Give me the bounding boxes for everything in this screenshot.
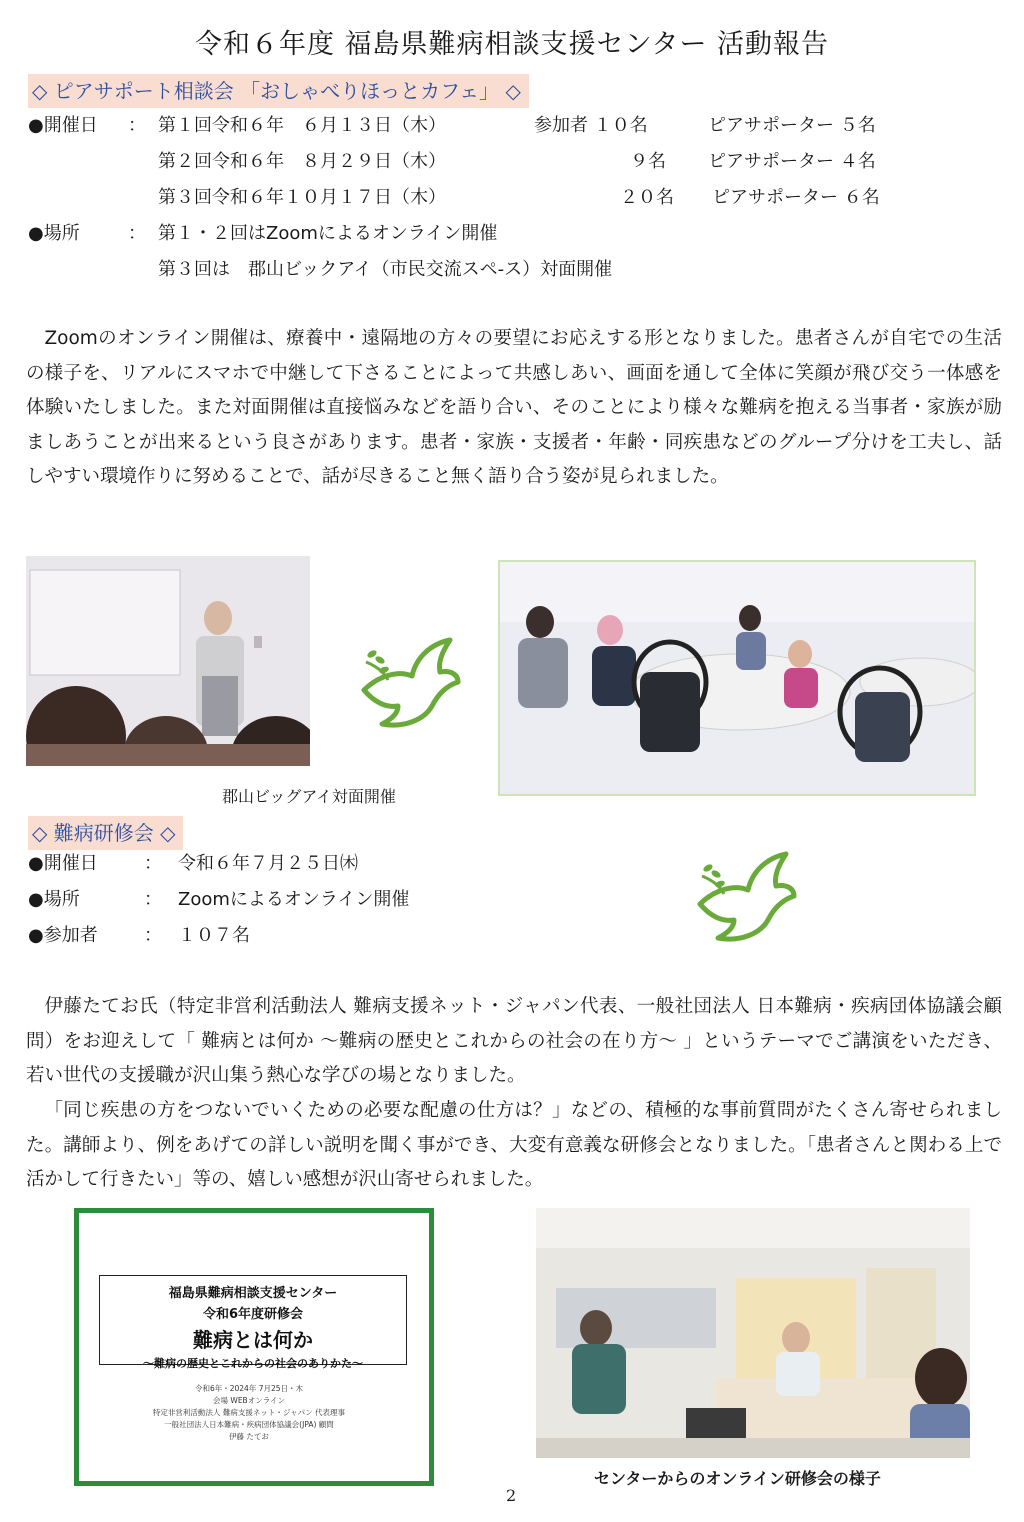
training-place: Zoomによるオンライン開催 <box>178 889 410 910</box>
session-1-date: 第１回令和６年 ６月１３日（木） <box>158 115 446 136</box>
colon: ： <box>128 115 146 136</box>
training-body-2: 「同じ疾患の方をつないでいくための必要な配慮の仕方は？」などの、積極的な事前質問がたくさん寄せられました。講師より、例をあげての詳しい説明を聞く事ができ、大変有意義な研修会となりました。「患者さんと関わる上で活かして行きたい」等の、嬉しい感想が沢山寄せられました。 <box>26 1100 1002 1190</box>
slide-line-2: 令和6年度研修会 <box>202 1307 304 1322</box>
training-date-label: ●開催日 <box>28 853 98 874</box>
dove-icon <box>358 632 462 732</box>
training-participants-label: ●参加者 <box>28 925 98 946</box>
training-place-label: ●場所 <box>28 889 80 910</box>
session-3-participants: ２０名 <box>620 187 674 208</box>
page-number: 2 <box>506 1486 517 1505</box>
slide-line-3: 難病とは何か <box>193 1328 313 1352</box>
colon: ： <box>144 853 162 874</box>
session-1-supporters: ピアサポーター ５名 <box>708 115 876 136</box>
dove-icon <box>694 846 798 946</box>
session-2-supporters: ピアサポーター ４名 <box>708 151 876 172</box>
colon: ： <box>128 223 146 244</box>
slide-small-3: 特定非営利活動法人 難病支援ネット・ジャパン 代表理事 <box>152 1408 346 1417</box>
colon: ： <box>144 925 162 946</box>
peer-photo-caption: 郡山ビッグアイ対面開催 <box>222 787 396 806</box>
place-line-2: 第３回は 郡山ビックアイ（市民交流スペ-ス）対面開催 <box>158 259 613 280</box>
session-1-participants: 参加者 １０名 <box>534 115 648 136</box>
office-photo-caption: センターからのオンライン研修会の様子 <box>594 1469 881 1488</box>
office-photo-drawing <box>536 1208 970 1458</box>
training-body-1: 伊藤たてお氏（特定非営利活動法人 難病支援ネット・ジャパン代表、一般社団法人 日本難病・疾病団体協議会顧問）をお迎えして「 難病とは何か ～難病の歴史とこれからの社会の在り方～ 」というテーマでご講演をいただき、若い世代の支援職が沢山集う熱心な学びの場となりました。 <box>26 996 1002 1086</box>
speaker-photo <box>26 556 310 766</box>
session-2-participants: ９名 <box>630 151 666 172</box>
office-photo <box>536 1208 970 1458</box>
meeting-photo-drawing <box>500 562 974 794</box>
slide-small-4: 一般社団法人日本難病・疾病団体協議会(JPA) 顧問 <box>164 1420 334 1429</box>
slide-line-4: ～難病の歴史とこれからの社会のありかた～ <box>143 1357 363 1370</box>
speaker-photo-drawing <box>26 556 310 766</box>
slide-small-1: 令和6年・2024年 7月25日・木 <box>194 1384 304 1393</box>
peer-support-heading: ◇ ピアサポート相談会 「おしゃべりほっとカフェ」 ◇ <box>28 74 529 108</box>
slide-small-2: 会場 WEBオンライン <box>213 1396 285 1405</box>
slide-small-5: 伊藤 たてお <box>229 1432 269 1441</box>
slide-title-box <box>99 1275 407 1370</box>
colon: ： <box>144 889 162 910</box>
session-2-date: 第２回令和６年 ８月２９日（木） <box>158 151 446 172</box>
peer-place-label: ●場所 <box>28 223 80 244</box>
training-participants: １０７名 <box>178 925 250 946</box>
peer-date-label: ●開催日 <box>28 115 98 136</box>
training-date: 令和６年７月２５日㈭ <box>178 853 358 874</box>
seminar-slide-image <box>74 1208 434 1486</box>
session-3-supporters: ピアサポーター ６名 <box>712 187 880 208</box>
session-3-date: 第３回令和６年１０月１７日（木） <box>158 187 446 208</box>
training-heading: ◇ 難病研修会 ◇ <box>28 816 183 850</box>
place-line-1: 第１・２回はZoomによるオンライン開催 <box>158 223 498 244</box>
slide-line-1: 福島県難病相談支援センター <box>168 1286 338 1301</box>
page-title: 令和６年度 福島県難病相談支援センター 活動報告 <box>194 29 830 60</box>
peer-body-text: Zoomのオンライン開催は、療養中・遠隔地の方々の要望にお応えする形となりました。患者さんが自宅での生活の様子を、リアルにスマホで中継して下さることによって共感しあい、画面を通して全体に笑顔が飛び交う一体感を体験いたしました。また対面開催は直接悩みなどを語り合い、そのことにより様々な難病を抱える当事者・家族が励ましあうことが出来るという良さがあります。患者・家族・支援者・年齢・同疾患などのグループ分けを工夫し、話しやすい環境作りに努めることで、話が尽きること無く語り合う姿が見られました。 <box>26 328 1002 487</box>
meeting-photo <box>498 560 976 796</box>
